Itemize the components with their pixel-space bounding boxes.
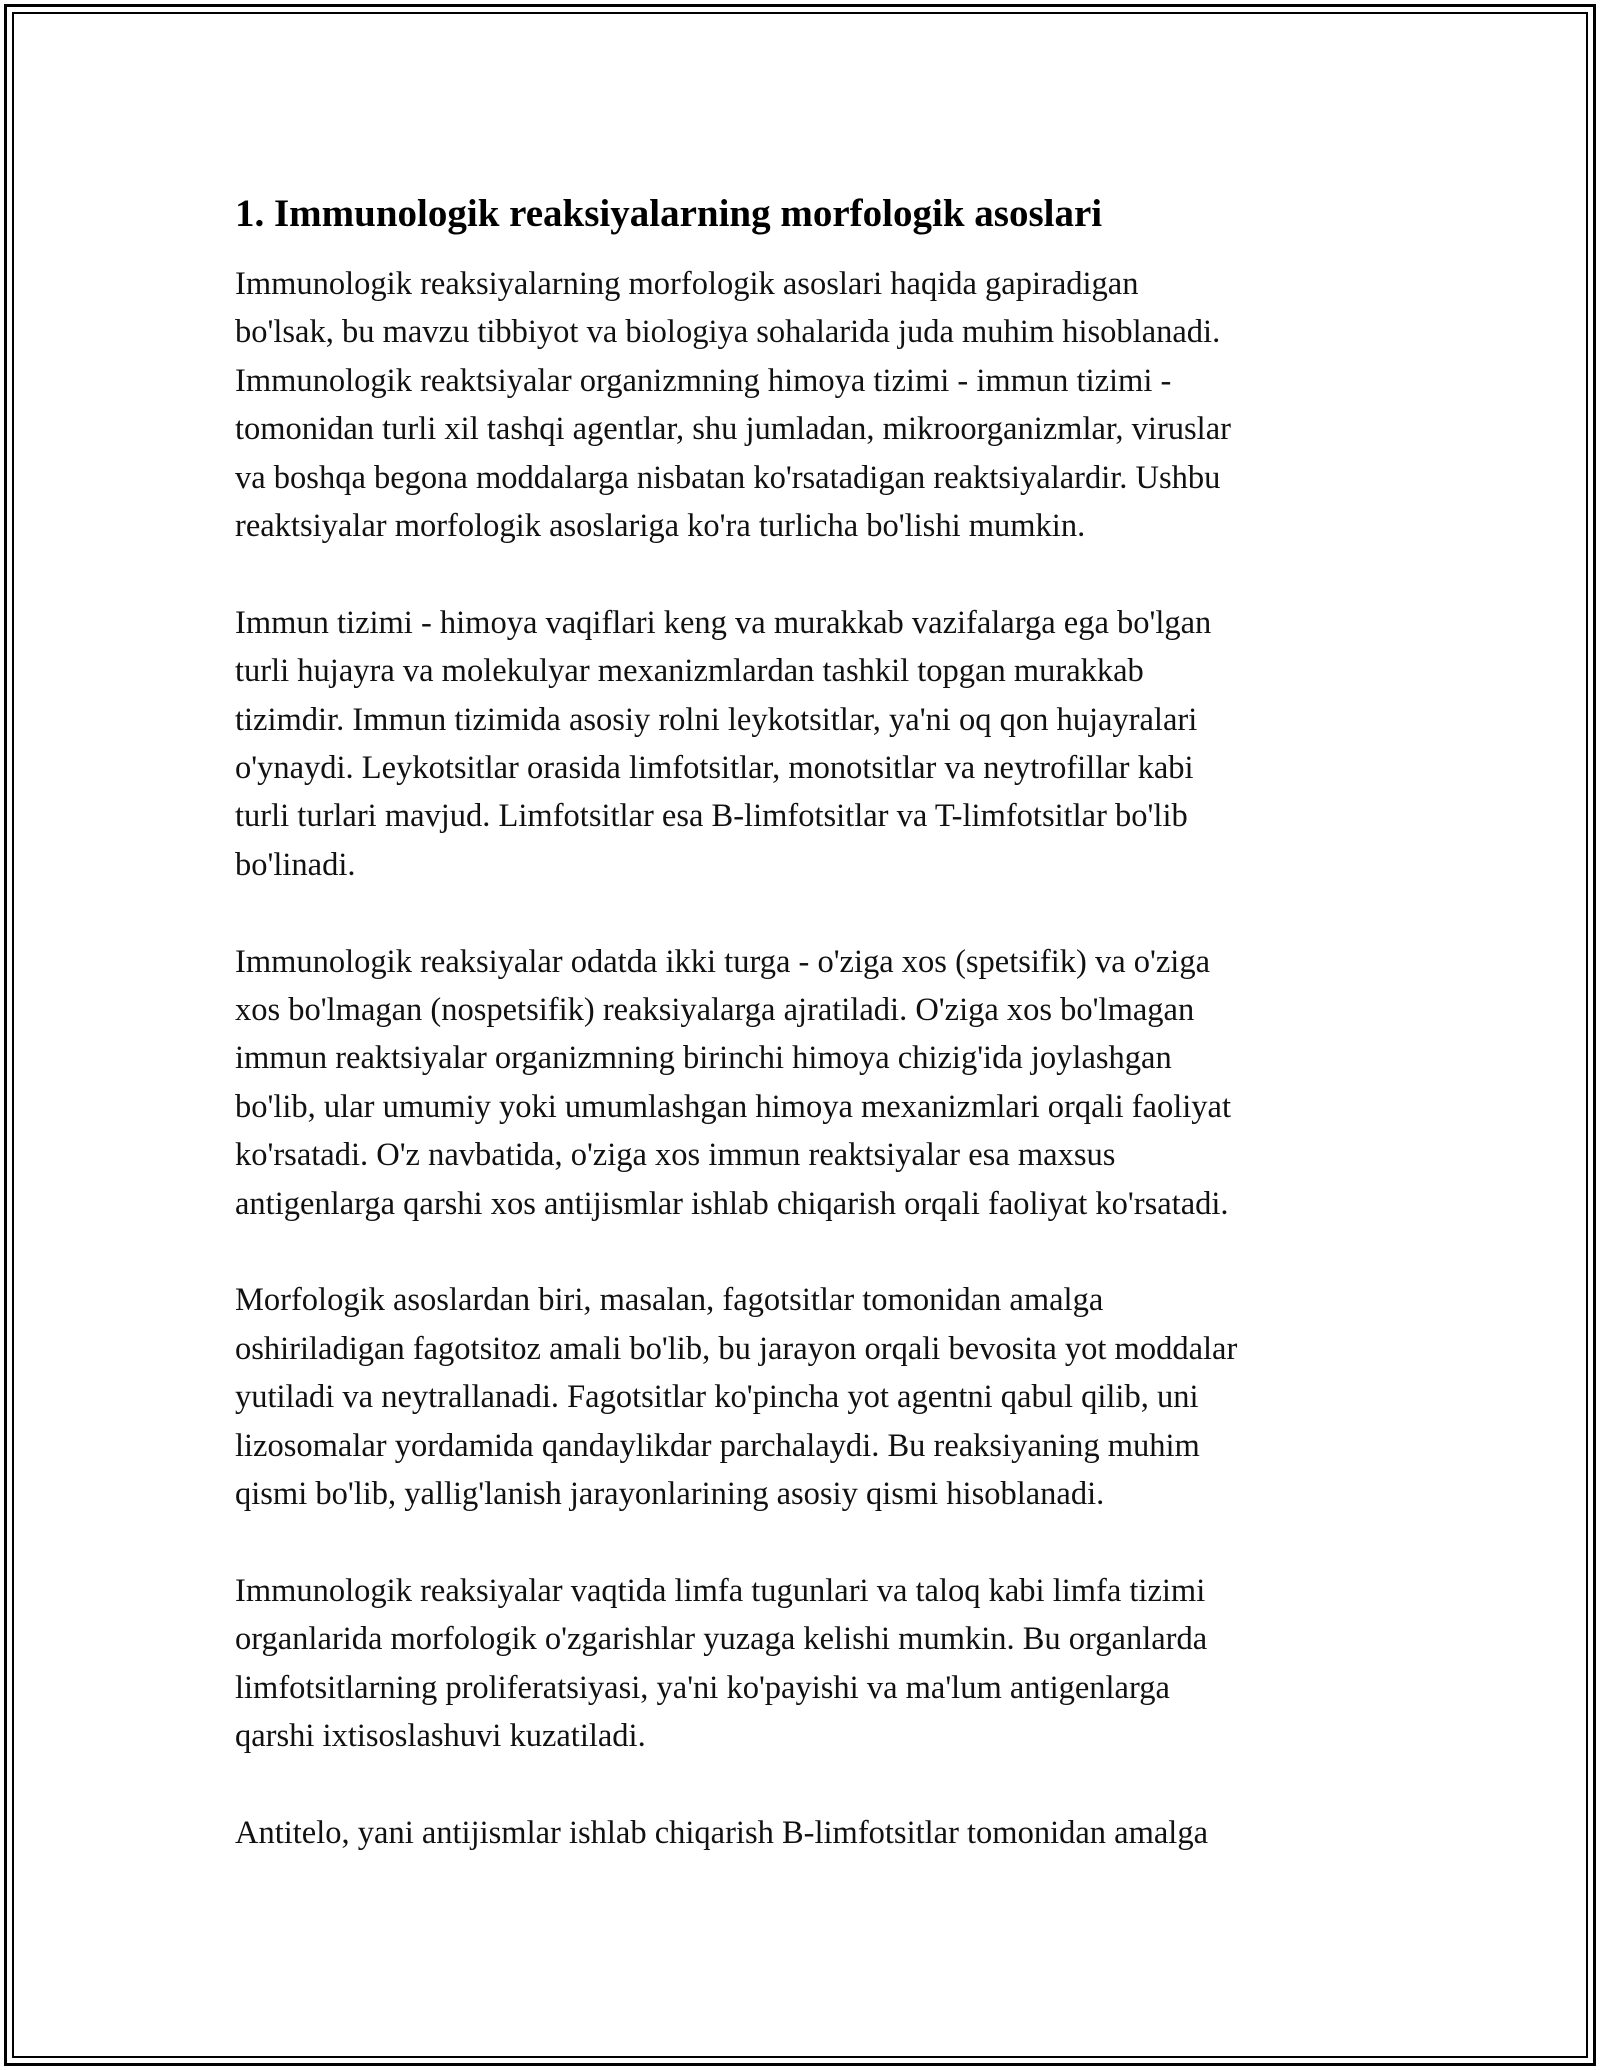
paragraph-line: bo'lib, ular umumiy yoki umumlashgan himoya mexanizmlari orqali faoliyat xyxy=(235,1088,1231,1125)
paragraph-line: va boshqa begona moddalarga nisbatan ko'rsatadigan reaktsiyalardir. Ushbu xyxy=(235,459,1221,496)
paragraph-line: tizimdir. Immun tizimida asosiy rolni leykotsitlar, ya'ni oq qon hujayralari xyxy=(235,701,1198,738)
paragraph-line: Immunologik reaktsiyalar organizmning himoya tizimi - immun tizimi - xyxy=(235,362,1172,399)
paragraph-line: yutiladi va neytrallanadi. Fagotsitlar ko'pincha yot agentni qabul qilib, uni xyxy=(235,1379,1199,1416)
paragraph-line: reaktsiyalar morfologik asoslariga ko'ra turlicha bo'lishi mumkin. xyxy=(235,508,1086,545)
paragraph xyxy=(235,1276,1375,1518)
paragraph-line: Immunologik reaksiyalarning morfologik asoslari haqida gapiradigan xyxy=(235,266,1139,302)
paragraph-line: Immunologik reaksiyalar vaqtida limfa tugunlari va taloq kabi limfa tizimi xyxy=(235,1572,1206,1609)
paragraph-line: o'ynaydi. Leykotsitlar orasida limfotsitlar, monotsitlar va neytrofillar kabi xyxy=(235,750,1194,787)
paragraph-line: limfotsitlarning proliferatsiyasi, ya'ni ko'payishi va ma'lum antigenlarga xyxy=(235,1669,1170,1706)
paragraph xyxy=(235,938,1375,1228)
section-heading: 1. Immunologik reaksiyalarning morfologik asoslari xyxy=(235,192,1103,235)
paragraph-line: tomonidan turli xil tashqi agentlar, shu jumladan, mikroorganizmlar, viruslar xyxy=(235,411,1231,448)
paragraph-line: immun reaktsiyalar organizmning birinchi himoya chizig'ida joylashgan xyxy=(235,1040,1172,1077)
document-body xyxy=(235,188,1375,1906)
paragraph-list xyxy=(235,260,1375,1857)
paragraph-line: qismi bo'lib, yallig'lanish jarayonlarining asosiy qismi hisoblanadi. xyxy=(235,1476,1105,1513)
paragraph xyxy=(235,1567,1375,1761)
paragraph-line: qarshi ixtisoslashuvi kuzatiladi. xyxy=(235,1718,646,1755)
paragraph-line: ko'rsatadi. O'z navbatida, o'ziga xos immun reaktsiyalar esa maxsus xyxy=(235,1137,1116,1174)
paragraph-line: Antitelo, yani antijismlar ishlab chiqarish B-limfotsitlar tomonidan amalga xyxy=(235,1814,1209,1851)
paragraph-line: turli turlari mavjud. Limfotsitlar esa B-limfotsitlar va T-limfotsitlar bo'lib xyxy=(235,798,1188,835)
paragraph-line: xos bo'lmagan (nospetsifik) reaksiyalarga ajratiladi. O'ziga xos bo'lmagan xyxy=(235,992,1195,1029)
paragraph-line: oshiriladigan fagotsitoz amali bo'lib, bu jarayon orqali bevosita yot moddalar xyxy=(235,1330,1238,1367)
paragraph-line: bo'linadi. xyxy=(235,846,356,883)
paragraph-line: Morfologik asoslardan biri, masalan, fagotsitlar tomonidan amalga xyxy=(235,1282,1104,1319)
paragraph xyxy=(235,599,1375,889)
paragraph-line: antigenlarga qarshi xos antijismlar ishlab chiqarish orqali faoliyat ko'rsatadi. xyxy=(235,1185,1229,1222)
paragraph-line: bo'lsak, bu mavzu tibbiyot va biologiya sohalarida juda muhim hisoblanadi. xyxy=(235,314,1221,351)
paragraph-line: Immun tizimi - himoya vaqiflari keng va murakkab vazifalarga ega bo'lgan xyxy=(235,604,1212,641)
paragraph-line: organlarida morfologik o'zgarishlar yuzaga kelishi mumkin. Bu organlarda xyxy=(235,1621,1208,1658)
paragraph-line: lizosomalar yordamida qandaylikdar parchalaydi. Bu reaksiyaning muhim xyxy=(235,1427,1200,1464)
paragraph-line: turli hujayra va molekulyar mexanizmlardan tashkil topgan murakkab xyxy=(235,653,1144,690)
paragraph-line: Immunologik reaksiyalar odatda ikki turga - o'ziga xos (spetsifik) va o'ziga xyxy=(235,943,1211,980)
paragraph xyxy=(235,1809,1375,1857)
paragraph xyxy=(235,260,1375,550)
